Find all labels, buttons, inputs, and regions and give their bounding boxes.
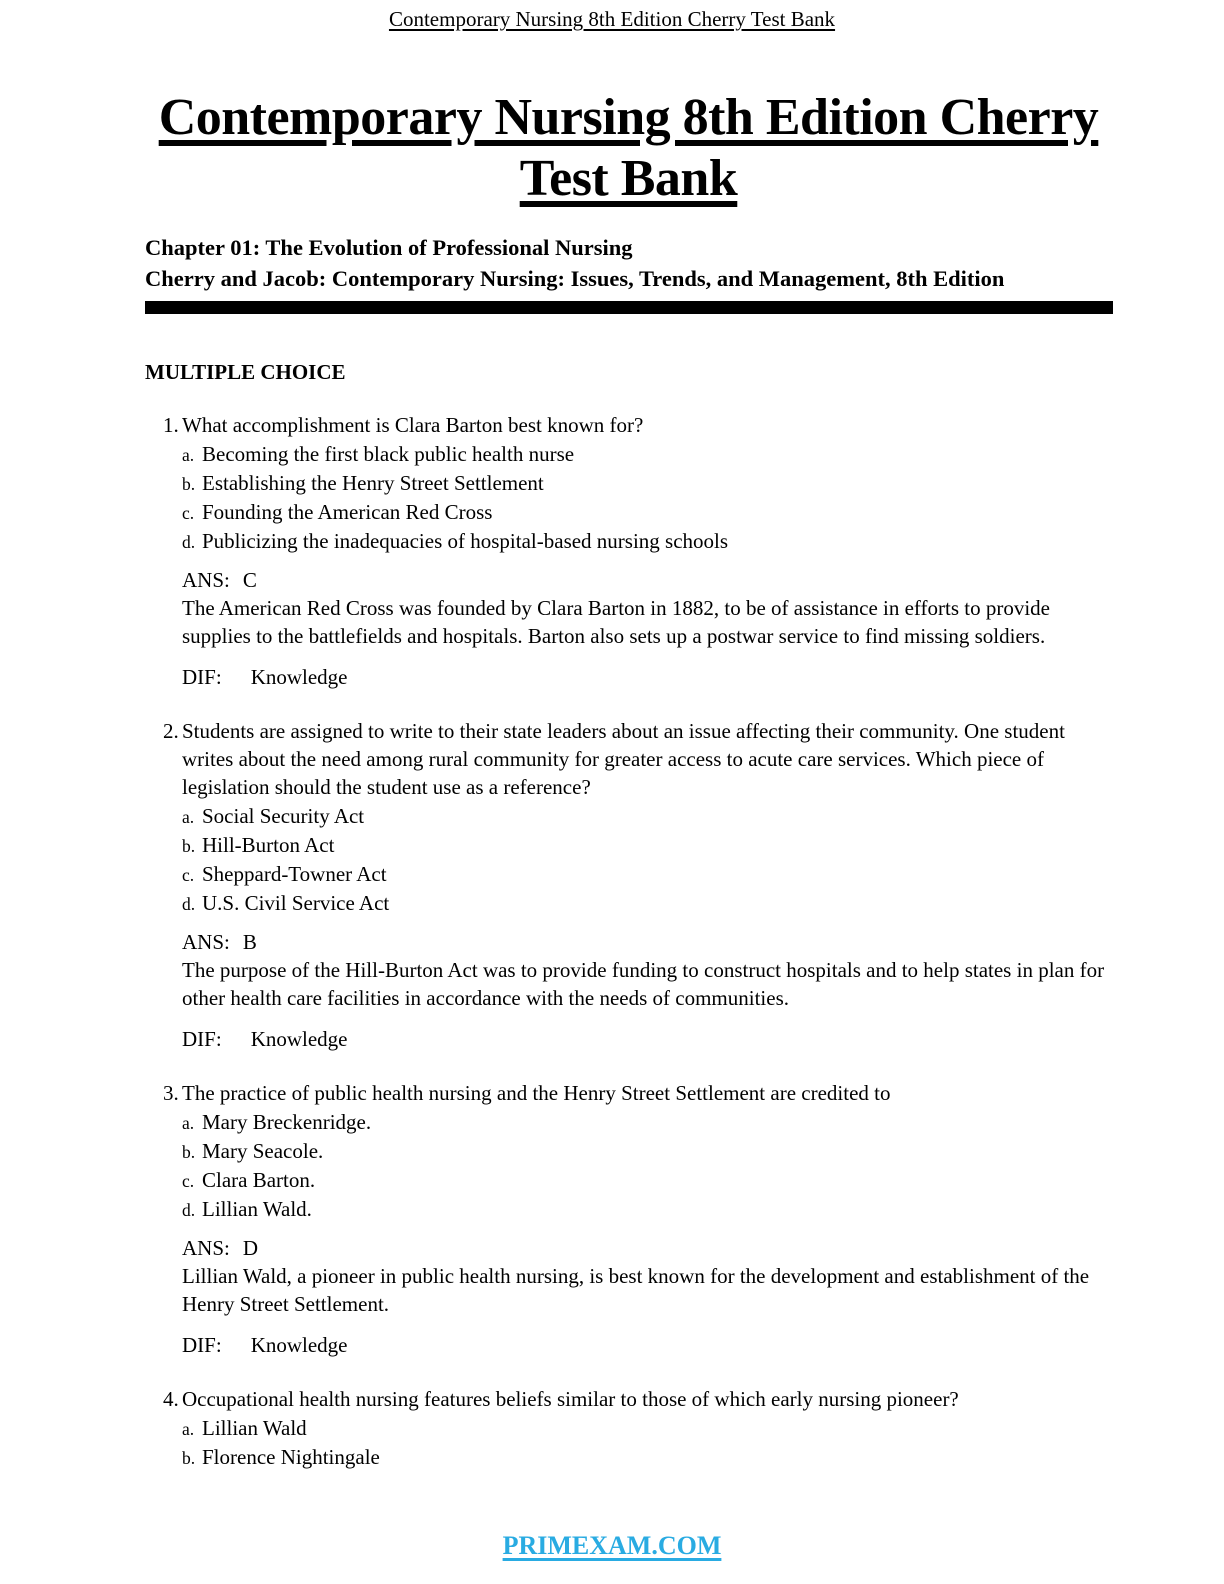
question-number: 2.	[163, 718, 179, 743]
running-header	[0, 7, 1224, 32]
answer-label: ANS:	[182, 567, 230, 592]
option-list	[182, 1414, 1112, 1472]
answer-label: ANS:	[182, 929, 230, 954]
question-item	[145, 717, 1112, 1053]
answer-feedback: The American Red Cross was founded by Clara Barton in 1882, to be of assistance in efforts to provide supplies to the battlefields and hospitals. Barton also sets up a postwar service to find missing soldiers.	[182, 595, 1051, 648]
option-text: Lillian Wald.	[202, 1196, 312, 1221]
option-row	[182, 498, 1112, 527]
chapter-heading	[145, 232, 1112, 294]
option-letter: c.	[182, 1170, 195, 1191]
answer-value: D	[242, 1235, 259, 1260]
option-text: U.S. Civil Service Act	[202, 890, 390, 915]
answer-value: C	[242, 567, 257, 592]
option-letter: b.	[182, 473, 196, 494]
option-letter: a.	[182, 1418, 195, 1439]
difficulty-line	[182, 1331, 1112, 1359]
option-row	[182, 1137, 1112, 1166]
option-letter: d.	[182, 1199, 196, 1220]
answer-value: B	[242, 929, 257, 954]
option-text: Founding the American Red Cross	[202, 499, 493, 524]
option-text: Mary Seacole.	[202, 1138, 324, 1163]
difficulty-value: Knowledge	[250, 664, 348, 689]
option-text: Establishing the Henry Street Settlement	[202, 470, 544, 495]
option-row	[182, 469, 1112, 498]
option-text: Mary Breckenridge.	[202, 1109, 372, 1134]
difficulty-label: DIF:	[182, 664, 222, 689]
chapter-subtitle: Cherry and Jacob: Contemporary Nursing: Issues, Trends, and Management, 8th Edition	[145, 265, 1005, 291]
answer-feedback: The purpose of the Hill-Burton Act was to provide funding to construct hospitals and to help states in plan for other health care facilities in accordance with the needs of communities.	[182, 957, 1105, 1010]
question-item	[145, 411, 1112, 691]
answer-line	[182, 1234, 1112, 1262]
difficulty-line	[182, 1025, 1112, 1053]
section-heading: MULTIPLE CHOICE	[145, 359, 346, 384]
question-list	[145, 411, 1112, 1472]
question-number: 4.	[163, 1386, 179, 1411]
section-divider-bar	[145, 301, 1113, 314]
footer-link[interactable]: PRIMEXAM.COM	[502, 1531, 722, 1560]
question-number: 3.	[163, 1080, 179, 1105]
page-title-text: Contemporary Nursing 8th Edition Cherry Test Bank	[158, 89, 1099, 207]
running-header-text: Contemporary Nursing 8th Edition Cherry Test Bank	[388, 7, 836, 31]
option-text: Social Security Act	[202, 803, 365, 828]
option-letter: b.	[182, 1447, 196, 1468]
option-text: Hill-Burton Act	[202, 832, 335, 857]
answer-line	[182, 928, 1112, 956]
question-number: 1.	[163, 412, 179, 437]
option-row	[182, 802, 1112, 831]
question-text: Students are assigned to write to their state leaders about an issue affecting their community. One student writes about the need among rural community for greater access to acute care services. Which piece of legislation should the student use as a reference?	[182, 718, 1065, 799]
option-letter: b.	[182, 835, 196, 856]
option-row	[182, 1166, 1112, 1195]
option-letter: a.	[182, 806, 195, 827]
option-letter: a.	[182, 444, 195, 465]
option-letter: a.	[182, 1112, 195, 1133]
option-list	[182, 1108, 1112, 1224]
question-item	[145, 1385, 1112, 1472]
page-title	[145, 88, 1112, 210]
answer-label: ANS:	[182, 1235, 230, 1260]
option-text: Clara Barton.	[202, 1167, 316, 1192]
option-row	[182, 831, 1112, 860]
option-letter: d.	[182, 531, 196, 552]
chapter-title: Chapter 01: The Evolution of Professional Nursing	[145, 234, 633, 260]
question-text: Occupational health nursing features beliefs similar to those of which early nursing pioneer?	[182, 1386, 959, 1411]
difficulty-label: DIF:	[182, 1332, 222, 1357]
difficulty-line	[182, 663, 1112, 691]
option-row	[182, 1414, 1112, 1443]
option-row	[182, 1108, 1112, 1137]
question-item	[145, 1079, 1112, 1359]
option-letter: d.	[182, 893, 196, 914]
option-list	[182, 440, 1112, 556]
page-footer	[0, 1531, 1224, 1561]
option-text: Publicizing the inadequacies of hospital-based nursing schools	[202, 528, 729, 553]
difficulty-value: Knowledge	[250, 1026, 348, 1051]
question-text: What accomplishment is Clara Barton best known for?	[182, 412, 644, 437]
difficulty-value: Knowledge	[250, 1332, 348, 1357]
option-letter: b.	[182, 1141, 196, 1162]
option-row	[182, 860, 1112, 889]
option-row	[182, 440, 1112, 469]
option-text: Lillian Wald	[202, 1415, 307, 1440]
option-row	[182, 1195, 1112, 1224]
option-row	[182, 1443, 1112, 1472]
difficulty-label: DIF:	[182, 1026, 222, 1051]
answer-feedback: Lillian Wald, a pioneer in public health nursing, is best known for the development and establishment of the Henry Street Settlement.	[182, 1263, 1090, 1316]
option-row	[182, 527, 1112, 556]
option-letter: c.	[182, 502, 195, 523]
option-text: Sheppard-Towner Act	[202, 861, 387, 886]
answer-line	[182, 566, 1112, 594]
option-text: Becoming the first black public health nurse	[202, 441, 575, 466]
question-text: The practice of public health nursing and the Henry Street Settlement are credited to	[182, 1080, 891, 1105]
option-row	[182, 889, 1112, 918]
option-list	[182, 802, 1112, 918]
option-text: Florence Nightingale	[202, 1444, 380, 1469]
option-letter: c.	[182, 864, 195, 885]
